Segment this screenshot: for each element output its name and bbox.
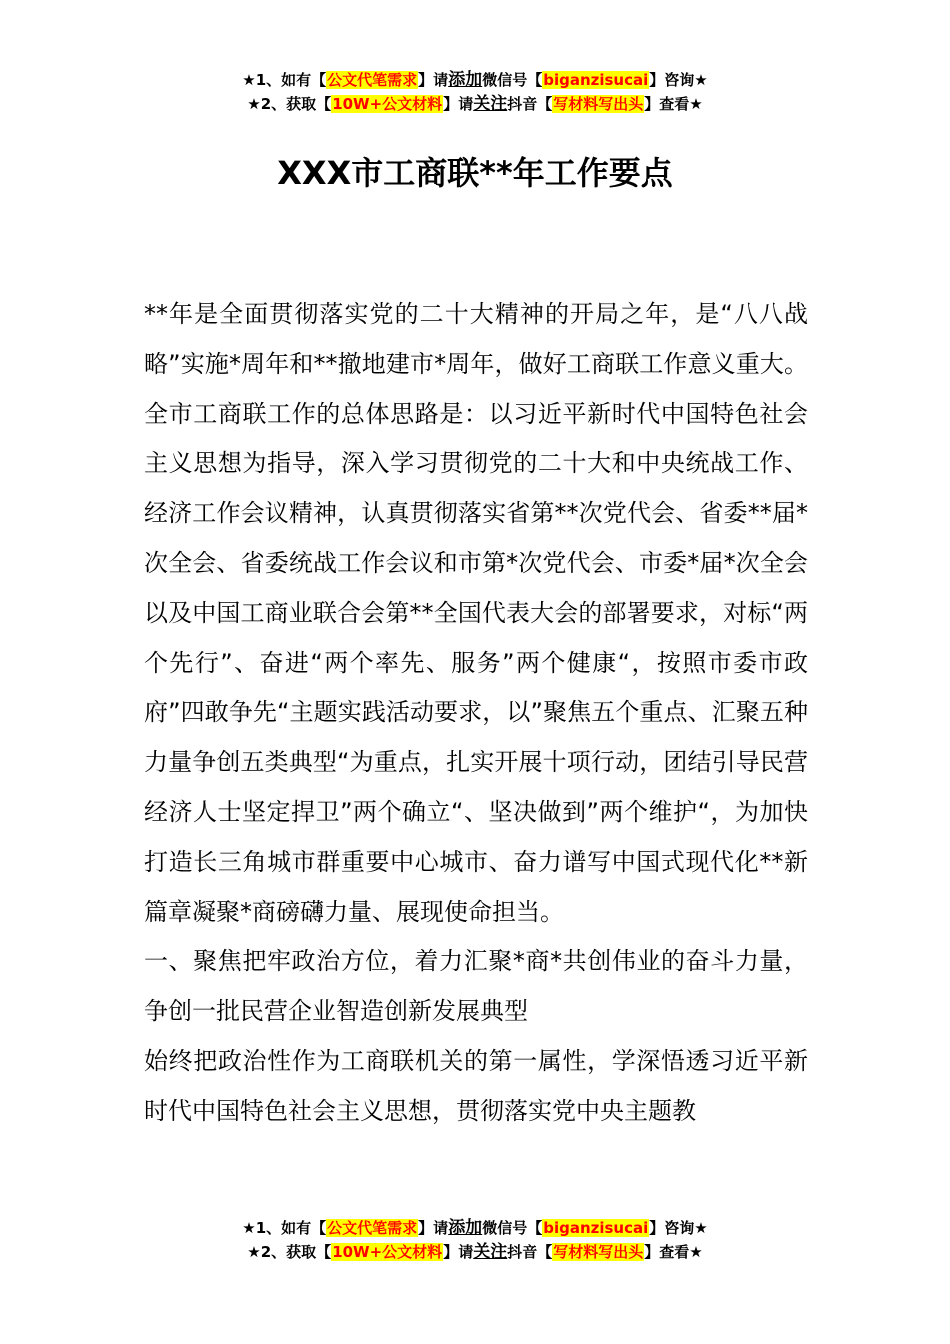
promo-line-2 <box>0 92 950 116</box>
promo-underline: 添加 <box>448 1218 483 1238</box>
promo-underline: 关注 <box>473 1242 508 1262</box>
promo-underline: 关注 <box>473 94 508 114</box>
promo-line-2 <box>0 1240 950 1264</box>
section-heading-1: 一、聚焦把牢政治方位，着力汇聚*商*共创伟业的奋斗力量，争创一批民营企业智造创新发展典型 <box>144 947 808 1026</box>
promo-highlight: 写材料写出头 <box>553 1243 644 1261</box>
document-title: XXX市工商联**年工作要点 <box>277 154 673 192</box>
promo-highlight: 10W+公文材料 <box>332 95 443 113</box>
promo-text: ★1、如有【 <box>242 71 327 89</box>
promo-text: ★2、获取【 <box>247 95 332 113</box>
document-body <box>144 290 808 1137</box>
promo-text: 】请 <box>418 71 449 89</box>
promo-banner-top <box>0 68 950 116</box>
promo-text: 微信号【 <box>482 71 543 89</box>
promo-text: ★2、获取【 <box>247 1243 332 1261</box>
promo-banner-bottom <box>0 1216 950 1264</box>
promo-line-1 <box>0 1216 950 1240</box>
promo-highlight: 公文代笔需求 <box>327 1219 418 1237</box>
promo-text: 】查看★ <box>644 1243 703 1261</box>
promo-text: 】咨询★ <box>649 1219 708 1237</box>
paragraph-section-1: 始终把政治性作为工商联机关的第一属性，学深悟透习近平新时代中国特色社会主义思想，贯彻落实党中央主题教 <box>144 1046 808 1125</box>
promo-text: 微信号【 <box>482 1219 543 1237</box>
promo-highlight: 写材料写出头 <box>553 95 644 113</box>
promo-highlight: 公文代笔需求 <box>327 71 418 89</box>
promo-highlight: biganzisucai <box>543 71 649 89</box>
promo-underline: 添加 <box>448 70 483 90</box>
promo-text: ★1、如有【 <box>242 1219 327 1237</box>
promo-text: 抖音【 <box>507 1243 553 1261</box>
promo-highlight: 10W+公文材料 <box>332 1243 443 1261</box>
promo-text: 】请 <box>418 1219 449 1237</box>
promo-text: 】请 <box>443 1243 474 1261</box>
promo-highlight: biganzisucai <box>543 1219 649 1237</box>
promo-text: 】请 <box>443 95 474 113</box>
promo-line-1 <box>0 68 950 92</box>
promo-text: 】查看★ <box>644 95 703 113</box>
promo-text: 抖音【 <box>507 95 553 113</box>
paragraph-intro: **年是全面贯彻落实党的二十大精神的开局之年，是“八八战略”实施*周年和**撤地建市*周年，做好工商联工作意义重大。全市工商联工作的总体思路是：以习近平新时代中国特色社会主义思想为指导，深入学习贯彻党的二十大和中央统战工作、经济工作会议精神，认真贯彻落实省第**次党代会、省委**届*次全会、省委统战工作会议和市第*次党代会、市委*届*次全会以及中国工商业联合会第**全国代表大会的部署要求，对标“两个先行”、奋进“两个率先、服务”两个健康“，按照市委市政府”四敢争先“主题实践活动要求，以”聚焦五个重点、汇聚五种力量争创五类典型“为重点，扎实开展十项行动，团结引导民营经济人士坚定捍卫”两个确立“、坚决做到”两个维护“，为加快打造长三角城市群重要中心城市、奋力谱写中国式现代化**新篇章凝聚*商磅礴力量、展现使命担当。 <box>144 300 808 926</box>
promo-text: 】咨询★ <box>649 71 708 89</box>
